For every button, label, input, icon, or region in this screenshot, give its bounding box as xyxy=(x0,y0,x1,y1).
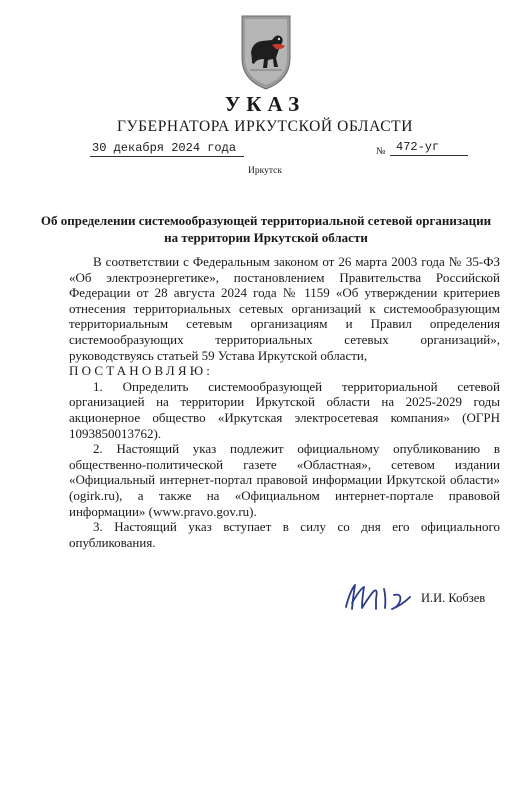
decree-number: 472-уг xyxy=(390,139,468,156)
decree-date: 30 декабря 2024 года xyxy=(90,140,244,157)
document-subtitle: ГУБЕРНАТОРА ИРКУТСКОЙ ОБЛАСТИ xyxy=(117,118,413,135)
decree-item-2: 2. Настоящий указ подлежит официальному опубликованию в общественно-политической газете «Областная», сетевом издании «Официальный интернет-портал правовой информации Иркутской области» (ogirk.ru), а также на «Официальном интернет-портале правовой информации» (www.pravo.gov.ru). xyxy=(69,441,500,519)
irkutsk-coat-of-arms-icon xyxy=(238,12,294,92)
number-label: № xyxy=(376,146,386,157)
preamble-paragraph: В соответствии с Федеральным законом от 26 марта 2003 года № 35-ФЗ «Об электроэнергетике», постановлением Правительства Российской Федерации от 28 августа 2024 года № 1159 «Об утверждении критериев отнесения территориальных сетевых организаций к системообразующим территориальным сетевым организациям и Правил определения системообразующих территориальных сетевых организаций», руководствуясь статьей 59 Устава Иркутской области, xyxy=(69,254,500,363)
decree-heading: Об определении системообразующей территориальной сетевой организации на территории Иркутской области xyxy=(40,213,492,245)
signer-name: И.И. Кобзев xyxy=(421,591,486,605)
decree-item-3: 3. Настоящий указ вступает в силу со дня его официального опубликования. xyxy=(69,519,500,550)
decree-city: Иркутск xyxy=(248,166,282,176)
handwritten-signature xyxy=(340,575,420,617)
decree-item-1: 1. Определить системообразующей территориальной сетевой организацией на территории Иркутской области на 2025-2029 годы акционерное общество «Иркутская электросетевая компания» (ОГРН 1093850013762). xyxy=(69,378,500,441)
decree-word: ПОСТАНОВЛЯЮ: xyxy=(69,363,214,379)
document-title: УКАЗ xyxy=(224,92,306,116)
decree-body xyxy=(69,254,500,550)
